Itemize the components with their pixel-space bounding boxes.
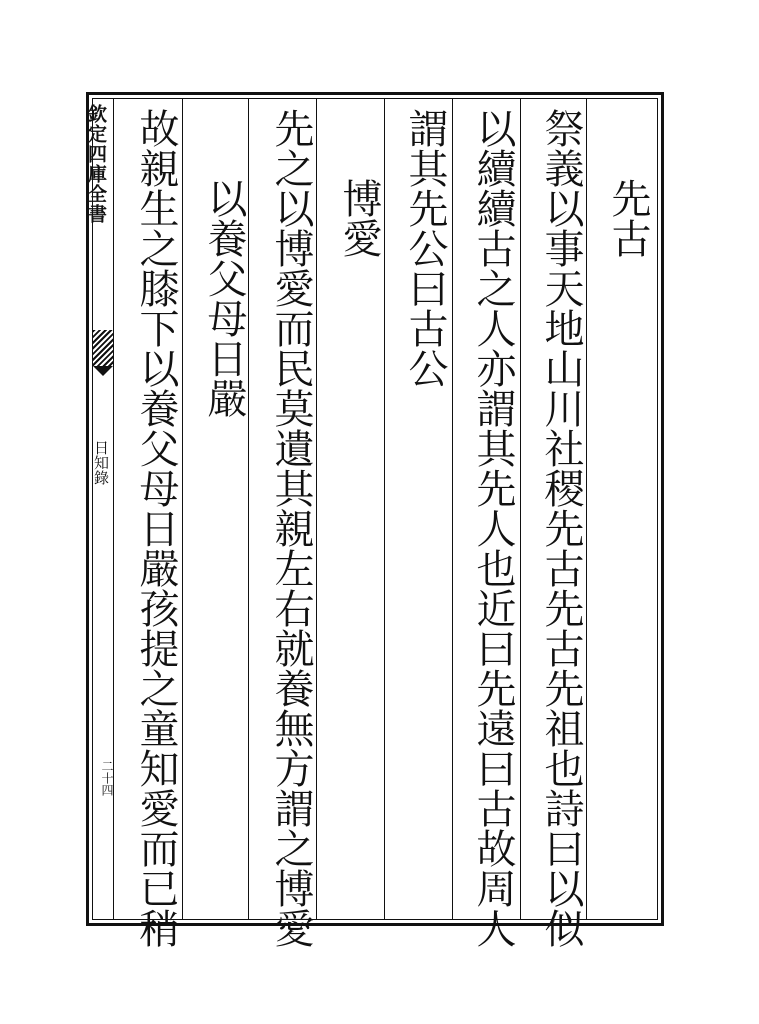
fish-tail-ornament [93, 330, 113, 366]
page-number: 二十四 [100, 760, 114, 796]
book-title: 日知錄 [92, 440, 110, 485]
text-column: 以續續古之人亦謂其先人也近曰先遠曰古故周人 [470, 108, 516, 948]
text-column: 謂其先公曰古公 [402, 108, 448, 388]
text-column-heading: 博愛 [336, 178, 382, 258]
text-column: 故親生之膝下以養父母日嚴孩提之童知愛而已稍 [133, 108, 179, 948]
text-column-heading: 先古 [605, 178, 651, 258]
text-column: 祭義以事天地山川社稷先古先古先祖也詩曰以似 [538, 108, 584, 948]
text-column: 先之以博愛而民莫遺其親左右就養無方謂之博愛 [268, 108, 314, 948]
series-title: 欽定四庫全書 [85, 104, 107, 224]
text-column: 以養父母日嚴 [201, 178, 247, 418]
